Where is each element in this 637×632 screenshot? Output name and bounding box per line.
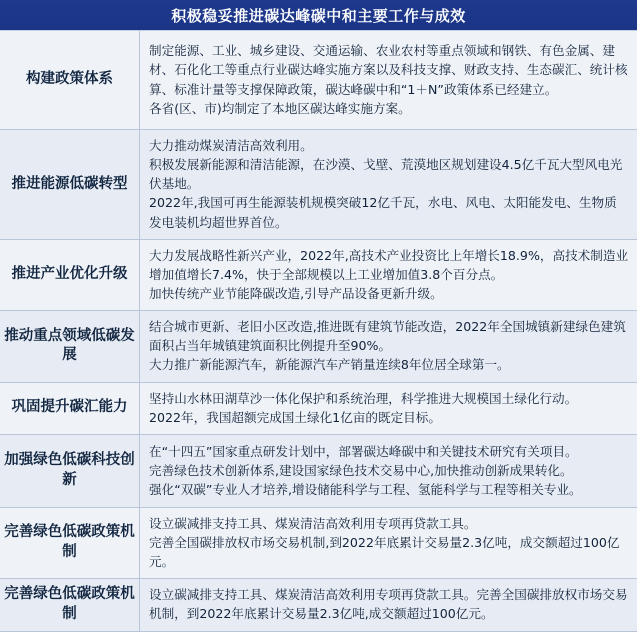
row-content (140, 383, 637, 434)
row-paragraph: 2022年,我国可再生能源装机规模突破12亿千瓦，水电、风电、太阳能发电、生物质发电装机均超世界首位。 (149, 195, 617, 230)
row-paragraph: 制定能源、工业、城乡建设、交通运输、农业农村等重点领域和钢铁、有色金属、建材、石化化工等重点行业碳达峰实施方案以及科技支撑、财政支持、生态碳汇、统计核算、标准计量等支撑保障政策，碳达峰碳中和“1＋N”政策体系已经建立。 (149, 43, 628, 97)
row-paragraph: 结合城市更新、老旧小区改造,推进既有建筑节能改造，2022年全国城镇新建绿色建筑面积占当年城镇建筑面积比例提升至90%。 (149, 319, 626, 354)
row-paragraph: 设立碳减排支持工具、煤炭清洁高效利用专项再贷款工具。完善全国碳排放权市场交易机制，到2022年底累计交易量2.3亿吨,成交额超过100亿元。 (149, 587, 628, 622)
row-content (140, 508, 637, 578)
row-paragraph: 2022年，我国超额完成国土绿化1亿亩的既定目标。 (149, 409, 441, 425)
row-paragraph: 大力推动煤炭清洁高效利用。 (149, 138, 313, 153)
row-paragraph: 大力推广新能源汽车，新能源汽车产销量连续8年位居全球第一。 (149, 357, 510, 373)
row-paragraph: 各省(区、市)均制定了本地区碳达峰实施方案。 (149, 100, 411, 116)
row-content (140, 311, 637, 381)
row-content (140, 435, 637, 507)
table-row (0, 311, 637, 382)
row-content (140, 130, 637, 239)
table-row (0, 383, 637, 435)
table-row (0, 31, 637, 130)
row-paragraph: 完善绿色技术创新体系,建设国家绿色技术交易中心,加快推动创新成果转化。 (149, 462, 573, 478)
row-category: 完善绿色低碳政策机制 (0, 508, 140, 578)
policy-table (0, 30, 637, 632)
row-content (140, 579, 637, 630)
row-category: 完善绿色低碳政策机制 (0, 579, 140, 630)
row-paragraph: 强化“双碳”专业人才培养,增设储能科学与工程、氢能科学与工程等相关专业。 (149, 481, 582, 497)
row-paragraph: 在“十四五”国家重点研发计划中，部署碳达峰碳中和关键技术研究有关项目。 (149, 443, 578, 459)
row-paragraph: 坚持山水林田湖草沙一体化保护和系统治理，科学推进大规模国土绿化行动。 (149, 390, 578, 406)
table-row (0, 508, 637, 579)
row-content (140, 31, 637, 129)
row-category: 推进能源低碳转型 (0, 130, 140, 239)
row-category: 推动重点领域低碳发展 (0, 311, 140, 381)
row-category: 构建政策体系 (0, 31, 140, 129)
row-paragraph: 加快传统产业节能降碳改造,引导产品设备更新升级。 (149, 285, 443, 301)
row-paragraph: 完善全国碳排放权市场交易机制,到2022年底累计交易量2.3亿吨，成交额超过100亿元。 (149, 534, 620, 570)
row-category: 巩固提升碳汇能力 (0, 383, 140, 434)
page-title-text: 积极稳妥推进碳达峰碳中和主要工作与成效 (171, 6, 466, 25)
table-row (0, 435, 637, 508)
table-row (0, 579, 637, 631)
row-category: 推进产业优化升级 (0, 240, 140, 310)
row-paragraph: 积极发展新能源和清洁能源，在沙漠、戈壁、荒漠地区规划建设4.5亿千瓦大型风电光伏基地。 (149, 157, 623, 192)
row-content (140, 240, 637, 310)
row-paragraph: 大力发展战略性新兴产业，2022年,高技术产业投资比上年增长18.9%，高技术制造业增加值增长7.4%，快于全部规模以上工业增加值3.8个百分点。 (149, 247, 629, 282)
page-title (0, 0, 637, 30)
row-category: 加强绿色低碳科技创新 (0, 435, 140, 507)
row-paragraph: 设立碳减排支持工具、煤炭清洁高效利用专项再贷款工具。 (149, 515, 477, 531)
table-row (0, 240, 637, 311)
table-row (0, 130, 637, 240)
